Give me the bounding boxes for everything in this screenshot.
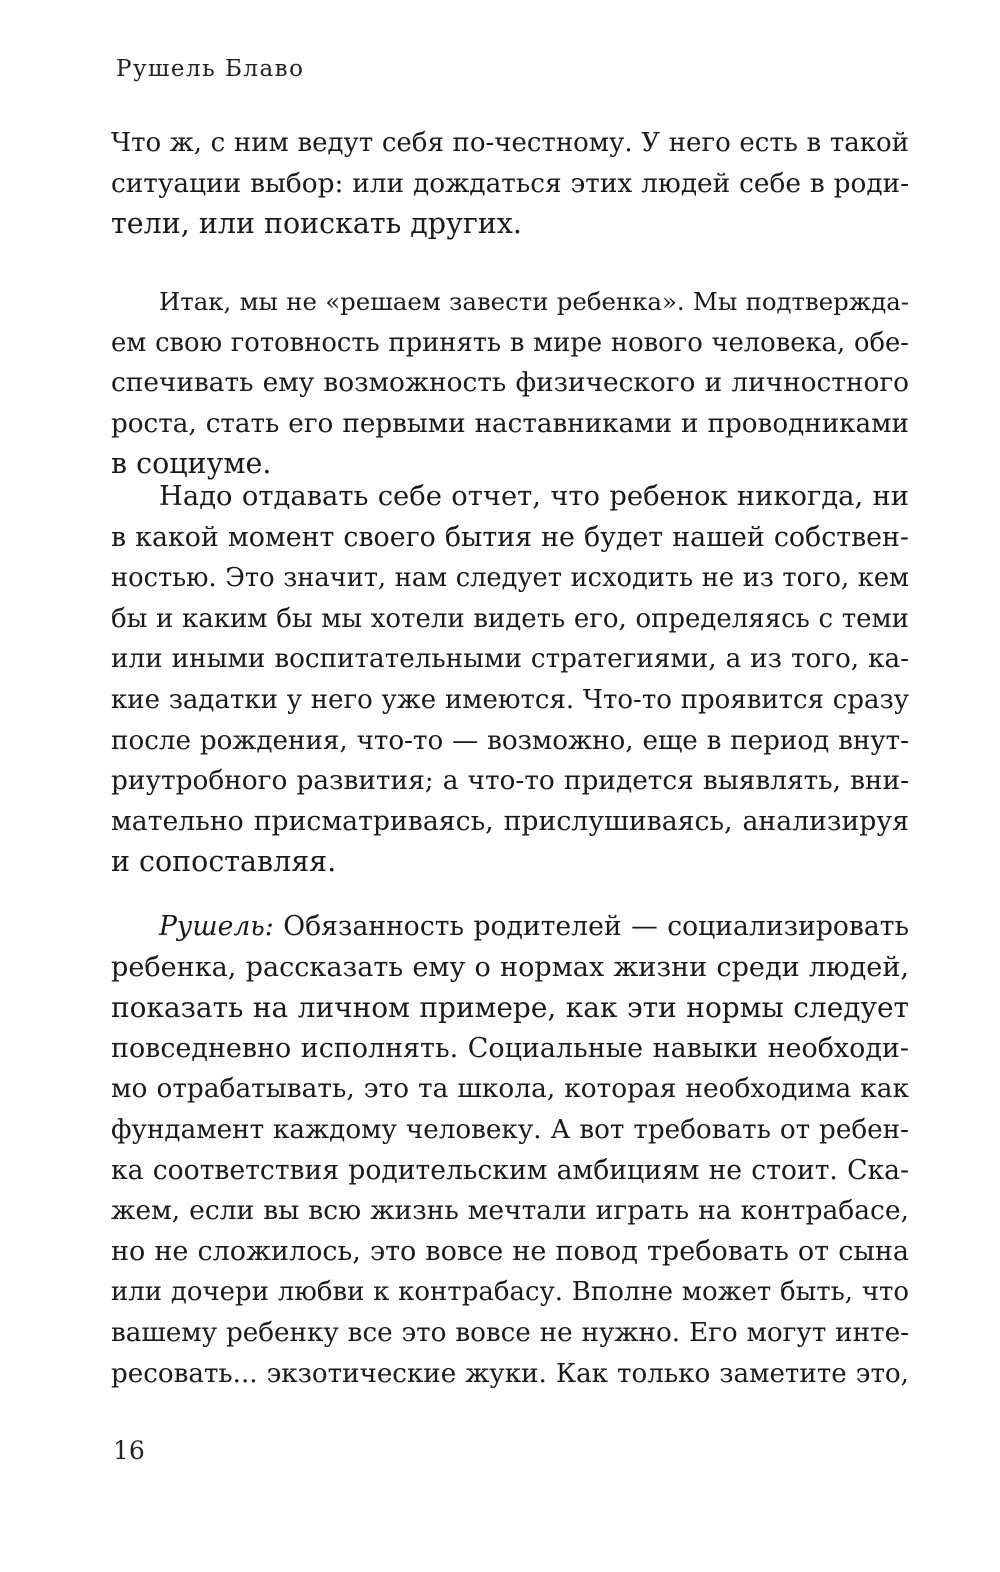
text-line: мо отрабатывать, это та школа, которая необходима как <box>111 1073 909 1105</box>
text-line: мательно присматриваясь, прислушиваясь, анализируя <box>111 805 909 837</box>
text-line: вашему ребенку все это вовсе не нужно. Его могут инте- <box>111 1317 909 1348</box>
running-head: Рушель Блаво <box>116 56 305 82</box>
text-fragment: Обязанность родителей — социализировать <box>273 911 909 942</box>
text-line: или дочери любви к контрабасу. Вполне может быть, что <box>111 1277 909 1308</box>
text-line: в какой момент своего бытия не будет нашей собствен- <box>111 521 909 553</box>
paragraph-3 <box>111 477 909 883</box>
text-line: Что ж, с ним ведут себя по-честному. У него есть в такой <box>111 128 909 158</box>
text-line: в социуме. <box>111 447 272 481</box>
text-line: ресовать... экзотические жуки. Как только заметите это, <box>111 1358 909 1389</box>
text-line: Итак, мы не «решаем завести ребенка». Мы подтвержда- <box>159 287 909 316</box>
paragraph-4 <box>111 907 909 1394</box>
text-line: риутробного развития; а что-то придется выявлять, вни- <box>111 766 909 797</box>
text-line: роста, стать его первыми наставниками и проводниками <box>111 408 909 439</box>
text-line: и сопоставляя. <box>111 845 337 879</box>
text-line: ем свою готовность принять в мире нового человека, обе- <box>111 327 909 358</box>
text-line: бы и каким бы мы хотели видеть его, определяясь с теми <box>111 603 909 634</box>
text-line: тели, или поискать других. <box>111 207 522 241</box>
text-line: повседневно исполнять. Социальные навыки необходи- <box>111 1032 909 1064</box>
text-line: но не сложилось, это вовсе не повод требовать от сына <box>111 1235 909 1267</box>
text-line: ка соответствия родительским амбициям не стоит. Ска- <box>111 1154 909 1186</box>
text-line <box>111 907 909 948</box>
text-line: фундамент каждому человеку. А вот требовать от ребен- <box>111 1114 909 1145</box>
paragraph-1 <box>111 123 909 245</box>
text-line: Надо отдавать себе отчет, что ребенок никогда, ни <box>159 481 909 512</box>
text-line: кие задатки у него уже имеются. Что-то проявится сразу <box>111 684 909 715</box>
text-line: жем, если вы всю жизнь мечтали играть на контрабасе, <box>111 1195 909 1227</box>
page-number: 16 <box>113 1436 145 1465</box>
paragraph-2 <box>111 282 909 485</box>
text-line: после рождения, что-то — возможно, еще в период внут- <box>111 725 909 756</box>
text-line: показать на личном примере, как эти нормы следует <box>111 991 909 1025</box>
speaker-name: Рушель: <box>159 911 274 942</box>
text-line: или иными воспитательными стратегиями, а из того, ка- <box>111 644 909 675</box>
text-line: спечивать ему возможность физического и личностного <box>111 368 909 399</box>
text-line: ситуации выбор: или дождаться этих людей себе в роди- <box>111 168 909 199</box>
text-line: ностью. Это значит, нам следует исходить не из того, кем <box>111 563 909 594</box>
text-line: ребенка, рассказать ему о нормах жизни среди людей, <box>111 951 909 983</box>
